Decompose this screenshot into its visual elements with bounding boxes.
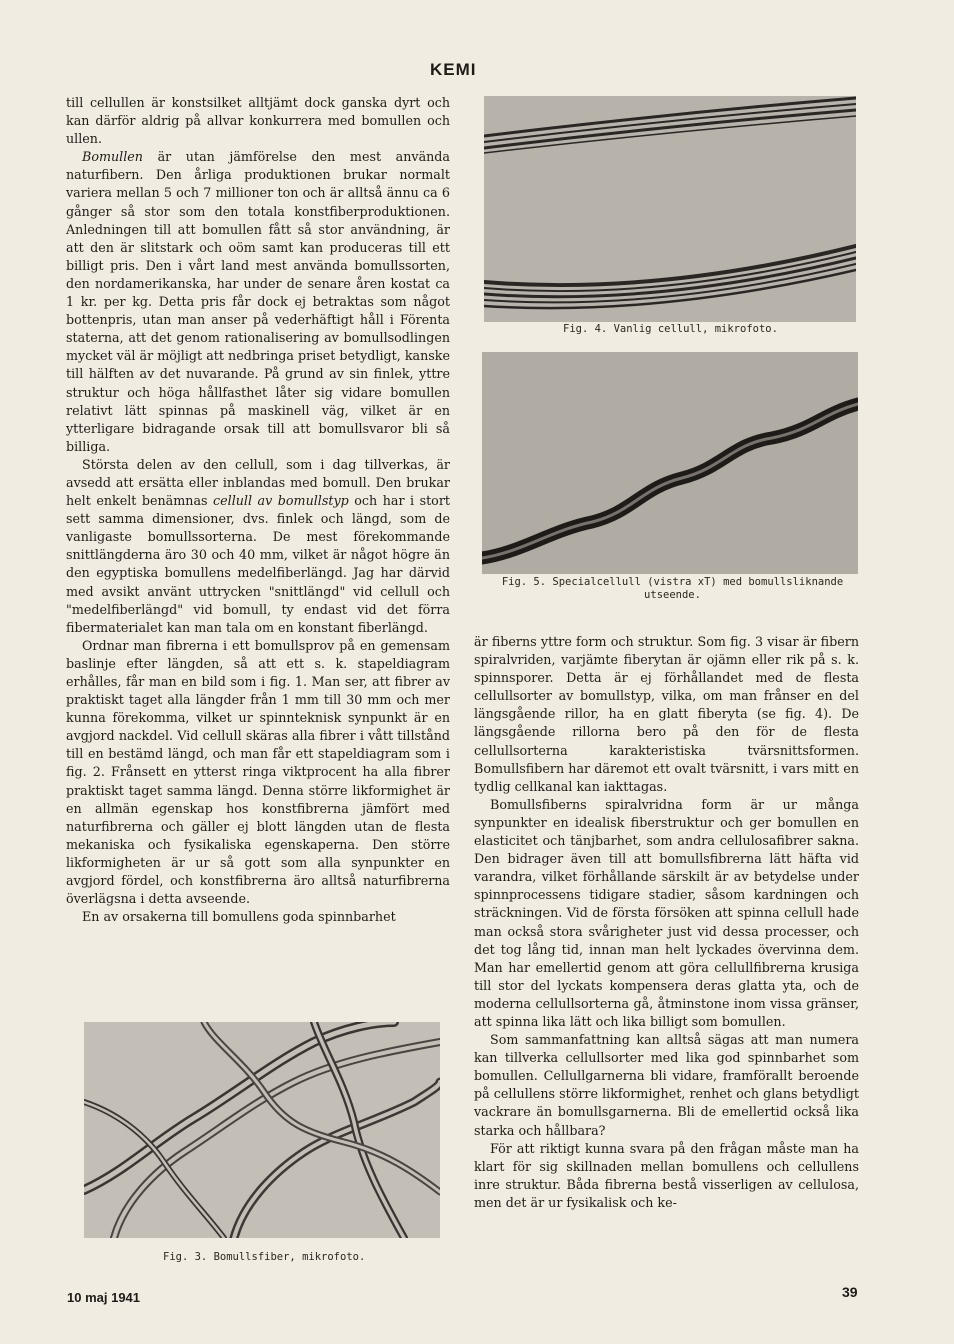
paragraph: Som sammanfattning kan alltså sägas att man numera kan tillverka cellullsorter med lika god spinnbarhet som bomullen. Cellullgarnerna bli vidare, framförallt beroende på cellullens större likformighet, renhet och glans betydligt vackrare än bomullsgarnerna. Bli de emellertid också lika starka och hållbara? bbox=[474, 1032, 859, 1138]
special-cellulose-fiber-image bbox=[482, 352, 858, 574]
cellulose-fibers-image bbox=[484, 96, 856, 322]
figure-5-caption: Fig. 5. Specialcellull (vistra xT) med bomullsliknande utseende. bbox=[501, 576, 844, 601]
emphasis: Bomullen bbox=[82, 149, 143, 165]
figure-3-photo bbox=[84, 1022, 440, 1238]
paragraph: En av orsakerna till bomullens goda spinnbarhet bbox=[82, 909, 396, 925]
paragraph bbox=[66, 148, 450, 456]
paragraph bbox=[66, 456, 450, 637]
cotton-fibers-image bbox=[84, 1022, 440, 1238]
paragraph: Ordnar man fibrerna i ett bomullsprov på en gemensam baslinje efter längden, så att ett s. k. stapeldiagram erhålles, får man en bild som i fig. 1. Man ser, att fibrer av praktiskt taget alla längder från 1 mm till 30 mm och mer kunna förekomma, vilket ur spinnteknisk synpunkt är en avgjord nackdel. Vid cellull skäras alla fibrer i vått tillstånd till en bestämd längd, och man får ett stapeldiagram som i fig. 2. Frånsett en ytterst ringa viktprocent ha alla fibrer praktiskt taget samma längd. Denna större likformighet är en allmän egenskap hos konstfibrerna jämfört med naturfibrerna och gäller ej blott längden utan de flesta mekaniska och fysikaliska egenskaperna. Den större likformigheten är ur så gott som alla synpunkter en avgjord fördel, och konstfibrerna äro alltså naturfibrerna överlägsna i detta avseende. bbox=[66, 637, 450, 907]
right-text-column bbox=[474, 633, 859, 1212]
figure-3-caption: Fig. 3. Bomullsfiber, mikrofoto. bbox=[163, 1251, 366, 1263]
paragraph: För att riktigt kunna svara på den frågan måste man ha klart för sig skillnaden mellan bomullens och cellullens inre struktur. Båda fibrerna bestå visserligen av cellulosa, men det är ur fysikalisk och ke- bbox=[474, 1140, 859, 1210]
figure-4-photo bbox=[484, 96, 856, 322]
figure-5-photo bbox=[482, 352, 858, 574]
left-text-column bbox=[66, 94, 450, 926]
paragraph: Bomullsfiberns spiralvridna form är ur många synpunkter en idealisk fiberstruktur och ger bomullen en elasticitet och tänjbarhet, som andra cellulosafibrer sakna. Den bidrager även till att bomullsfibrerna lätt häfta vid varandra, vilket förhållande särskilt är av betydelse under spinnprocessens tidigare stadier, såsom kardningen och sträckningen. Vid de första försöken att spinna cellull hade man också stora svårigheter just vid dessa processer, och det tog lång tid, innan man helt lyckades övervinna dem. Man har emellertid genom att göra cellullfibrerna krusiga till stor del lyckats kompensera deras glatta yta, och de moderna cellullsorterna gå, åtminstone inom vissa gränser, att spinna lika lätt och lika billigt som bomullen. bbox=[474, 796, 859, 1029]
paragraph-text: och har i stort sett samma dimensioner, dvs. finlek och längd, som de vanligaste bomullssorterna. De mest förekommande snittlängderna äro 30 och 40 mm, vilket är något högre än den egyptiska bomullens medelfiberlängd. Jag har därvid med avsikt använt uttrycken "snittlängd" vid cellull och "medelfiberlängd" vid bomull, ty endast vid det förra fibermaterialet kan man tala om en konstant fiberlängd. bbox=[66, 493, 450, 635]
page-number: 39 bbox=[842, 1284, 858, 1300]
paragraph-text: Största delen av den cellull, som i dag tillverkas, är avsedd att ersätta eller inblandas med bomull. Den brukar helt enkelt benämnas bbox=[66, 456, 450, 509]
figure-4-caption: Fig. 4. Vanlig cellull, mikrofoto. bbox=[563, 323, 778, 335]
issue-date: 10 maj 1941 bbox=[67, 1290, 141, 1305]
section-header: KEMI bbox=[430, 60, 477, 79]
paragraph-text: är utan jämförelse den mest använda naturfibern. Den årliga produktionen brukar normalt variera mellan 5 och 7 millioner ton och är alltså ännu ca 6 gånger så stor som den totala konstfiberproduktionen. Anledningen till att bomullen fått så stor användning, är att den är slitstark och oöm samt kan produceras till ett billigt pris. Den i vårt land mest använda bomullssorten, den nordamerikanska, har under de senare åren kostat ca 1 kr. per kg. Detta pris får dock ej betraktas som något bottenpris, utan man anser på vederhäftigt håll i Förenta staterna, att det genom rationalisering av bomullsodlingen mycket väl är möjligt att nedbringa priset betydligt, kanske till hälften av det nuvarande. På grund av sin finlek, yttre struktur och höga hållfasthet låter sig vidare bomullen relativt lätt spinnas på maskinell väg, vilket är en ytterligare bidragande orsak till att bomullsvaror bli så billiga. bbox=[66, 149, 450, 454]
paragraph: är fiberns yttre form och struktur. Som fig. 3 visar är fibern spiralvriden, varjämte fiberytan är ojämn eller rik på s. k. spinnsporer. Detta är ej förhållandet med de flesta cellullsorter av bomullstyp, vilka, om man frånser en del längsgående rillor, ha en glatt fiberyta (se fig. 4). De längsgående rillorna bero på den för de flesta cellullsorterna karakteristiska tvärsnittsformen. Bomullsfibern har däremot ett ovalt tvärsnitt, i vars mitt en tydlig cellkanal kan iakttagas. bbox=[474, 634, 859, 794]
paragraph: till cellullen är konstsilket alltjämt dock ganska dyrt och kan därför aldrig på allvar konkurrera med bomullen och ullen. bbox=[66, 95, 450, 147]
emphasis: cellull av bomullstyp bbox=[213, 493, 349, 509]
